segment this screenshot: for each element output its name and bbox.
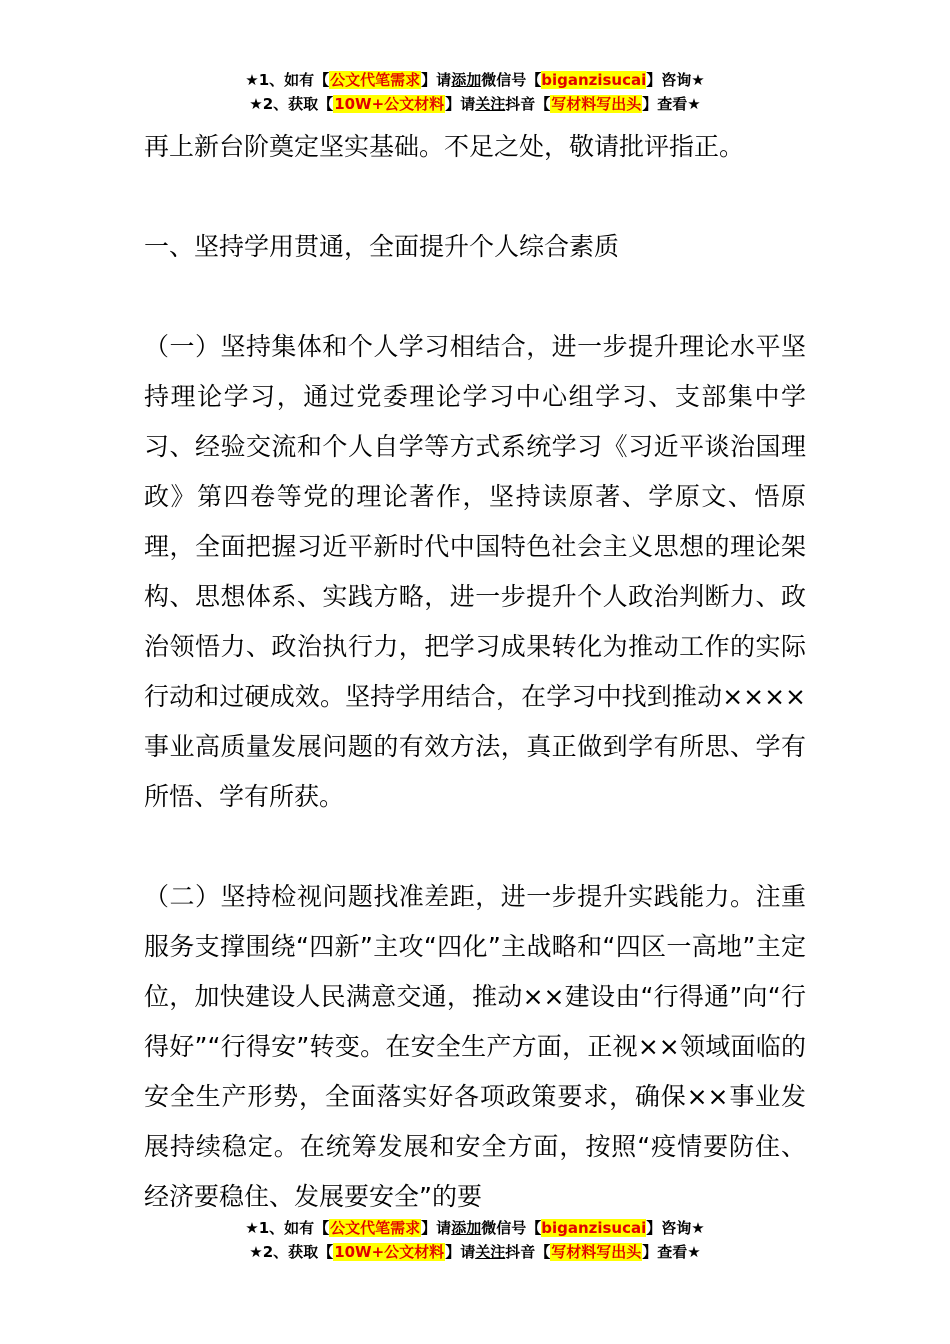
promo-underline: 添加	[451, 1219, 482, 1237]
promo-text: 抖音【	[505, 95, 551, 113]
promo-banner-top	[0, 68, 950, 116]
paragraph-practice-ability: （二）坚持检视问题找准差距，进一步提升实践能力。注重服务支撑围绕“四新”主攻“四化”主战略和“四区一高地”主定位，加快建设人民满意交通，推动××建设由“行得通”向“行得好”“行得安”转变。在安全生产方面，正视××领域面临的安全生产形势，全面落实好各项政策要求，确保××事业发展持续稳定。在统筹发展和安全方面，按照“疫情要防住、经济要稳住、发展要安全”的要	[144, 882, 806, 1211]
promo-text: 】请	[445, 1243, 476, 1261]
promo-banner-bottom	[0, 1216, 950, 1264]
promo-text: 】咨询★	[646, 71, 705, 89]
promo-line-2	[0, 92, 950, 116]
promo-line-1	[0, 68, 950, 92]
paragraph-theory-study: （一）坚持集体和个人学习相结合，进一步提升理论水平坚持理论学习，通过党委理论学习中心组学习、支部集中学习、经验交流和个人自学等方式系统学习《习近平谈治国理政》第四卷等党的理论著作，坚持读原著、学原文、悟原理，全面把握习近平新时代中国特色社会主义思想的理论架构、思想体系、实践方略，进一步提升个人政治判断力、政治领悟力、政治执行力，把学习成果转化为推动工作的实际行动和过硬成效。坚持学用结合，在学习中找到推动××××事业高质量发展问题的有效方法，真正做到学有所思、学有所悟、学有所获。	[144, 332, 806, 811]
promo-wechat-id: biganzisucai	[541, 1219, 647, 1237]
promo-text: 】请	[421, 71, 452, 89]
promo-text: 】查看★	[642, 95, 701, 113]
promo-douyin-id: 写材料写出头	[551, 1243, 642, 1261]
promo-wechat-id: biganzisucai	[541, 71, 647, 89]
promo-highlight: 公文代笔需求	[330, 71, 421, 89]
promo-douyin-id: 写材料写出头	[551, 95, 642, 113]
promo-underline: 添加	[451, 71, 482, 89]
paragraph-continuation: 再上新台阶奠定坚实基础。不足之处，敬请批评指正。	[144, 132, 745, 161]
promo-line-2	[0, 1240, 950, 1264]
promo-text: 】咨询★	[646, 1219, 705, 1237]
document-body	[144, 122, 806, 1222]
promo-text: ★2、获取【	[249, 1243, 334, 1261]
promo-underline: 关注	[475, 95, 506, 113]
section-heading: 一、坚持学用贯通，全面提升个人综合素质	[144, 232, 620, 261]
promo-text: 】请	[421, 1219, 452, 1237]
promo-text: ★1、如有【	[245, 1219, 330, 1237]
promo-text: ★1、如有【	[245, 71, 330, 89]
promo-text: ★2、获取【	[249, 95, 334, 113]
promo-highlight: 10W+公文材料	[334, 1243, 445, 1261]
promo-highlight: 公文代笔需求	[330, 1219, 421, 1237]
promo-text: 微信号【	[481, 1219, 542, 1237]
promo-line-1	[0, 1216, 950, 1240]
promo-underline: 关注	[475, 1243, 506, 1261]
promo-text: 】查看★	[642, 1243, 701, 1261]
promo-highlight: 10W+公文材料	[334, 95, 445, 113]
promo-text: 微信号【	[481, 71, 542, 89]
promo-text: 抖音【	[505, 1243, 551, 1261]
promo-text: 】请	[445, 95, 476, 113]
